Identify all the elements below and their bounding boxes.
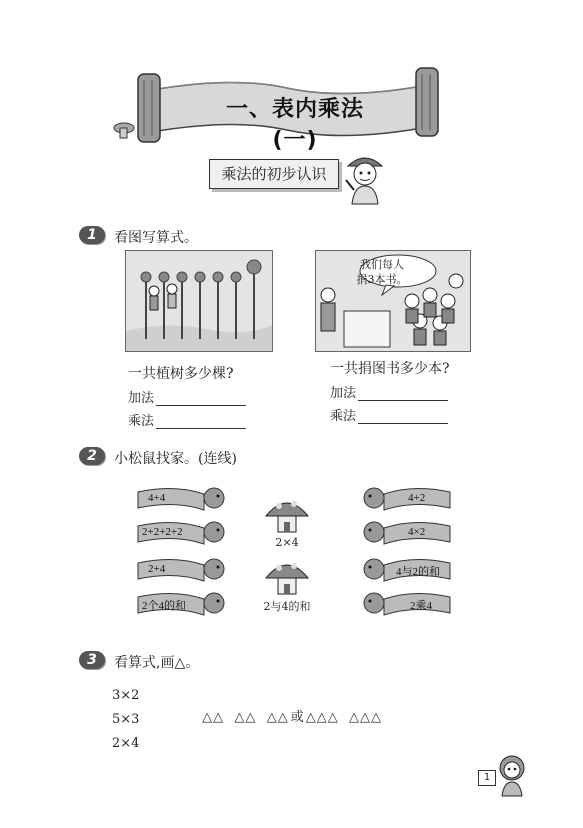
squirrel-right-4[interactable] [356,589,454,621]
addition-label: 加法 [128,391,155,406]
triangle-group-b: △△△ △△△ [305,710,382,725]
squirrel-label: 2个4的和 [142,600,186,612]
q1-left-multiplication-row [128,410,246,429]
squirrel-right-1[interactable] [356,484,454,516]
squirrel-label: 4与2的和 [396,566,440,578]
triangle-group-a: △△ △△ △△ [202,710,289,725]
squirrel-label: 4+4 [148,492,166,504]
squirrel-tail-shape [356,518,454,550]
question-2-prompt: 小松鼠找家。(连线) [114,451,237,467]
house-2-label: 2与4的和 [263,600,311,613]
or-label: 或 [290,710,304,725]
q1-right-addition-row [330,382,448,401]
addition-label: 加法 [330,386,357,401]
squirrel-left-2[interactable] [134,518,232,550]
squirrel-right-2[interactable] [356,518,454,550]
multiplication-answer-blank[interactable] [358,409,448,424]
squirrel-label: 2+2+2+2 [142,526,183,538]
mushroom-house-1[interactable] [264,494,310,534]
question-2-badge: 2 [79,447,105,465]
squirrel-left-1[interactable] [134,484,232,516]
squirrel-label: 4×2 [408,526,426,538]
page-title: 一、表内乘法(一) [225,97,364,153]
squirrel-left-4[interactable] [134,589,232,621]
mascot-illustration [494,752,530,798]
squirrel-label: 2+4 [148,563,166,575]
squirrel-left-3[interactable] [134,555,232,587]
speech-bubble-line-1: 我们每人 [360,258,404,271]
boy-illustration [340,148,390,206]
question-3-prompt: 看算式,画△。 [114,655,200,671]
q1-right-multiplication-row [330,405,448,424]
expression-row-3: 2×4 [112,736,140,751]
multiplication-answer-blank[interactable] [156,414,246,429]
multiplication-label: 乘法 [330,409,357,424]
section-subtitle: 乘法的初步认识 [209,159,339,189]
expression-row-1: 3×2 [112,688,140,703]
page-number: 1 [478,770,496,786]
squirrel-label: 2乘4 [410,600,432,612]
squirrel-label: 4+2 [408,492,426,504]
question-1-badge: 1 [79,226,105,244]
squirrel-right-3[interactable] [356,555,454,587]
house-1-label: 2×4 [275,536,299,549]
squirrel-tail-shape [356,484,454,516]
expression-row-2: 5×3 [112,712,140,727]
tree-planting-illustration [125,250,273,352]
question-3-badge: 3 [79,651,105,669]
speech-bubble-line-2: 捐3本书。 [356,273,408,286]
q1-left-addition-row [128,387,246,406]
mushroom-house-2[interactable] [264,556,310,596]
squirrel-tail-shape [356,589,454,621]
multiplication-label: 乘法 [128,414,155,429]
q1-right-question: 一共捐图书多少本? [330,361,450,377]
q1-left-question: 一共植树多少棵? [128,366,234,382]
addition-answer-blank[interactable] [358,386,448,401]
triangle-example [192,687,382,725]
question-1-prompt: 看图写算式。 [114,230,198,246]
addition-answer-blank[interactable] [156,391,246,406]
